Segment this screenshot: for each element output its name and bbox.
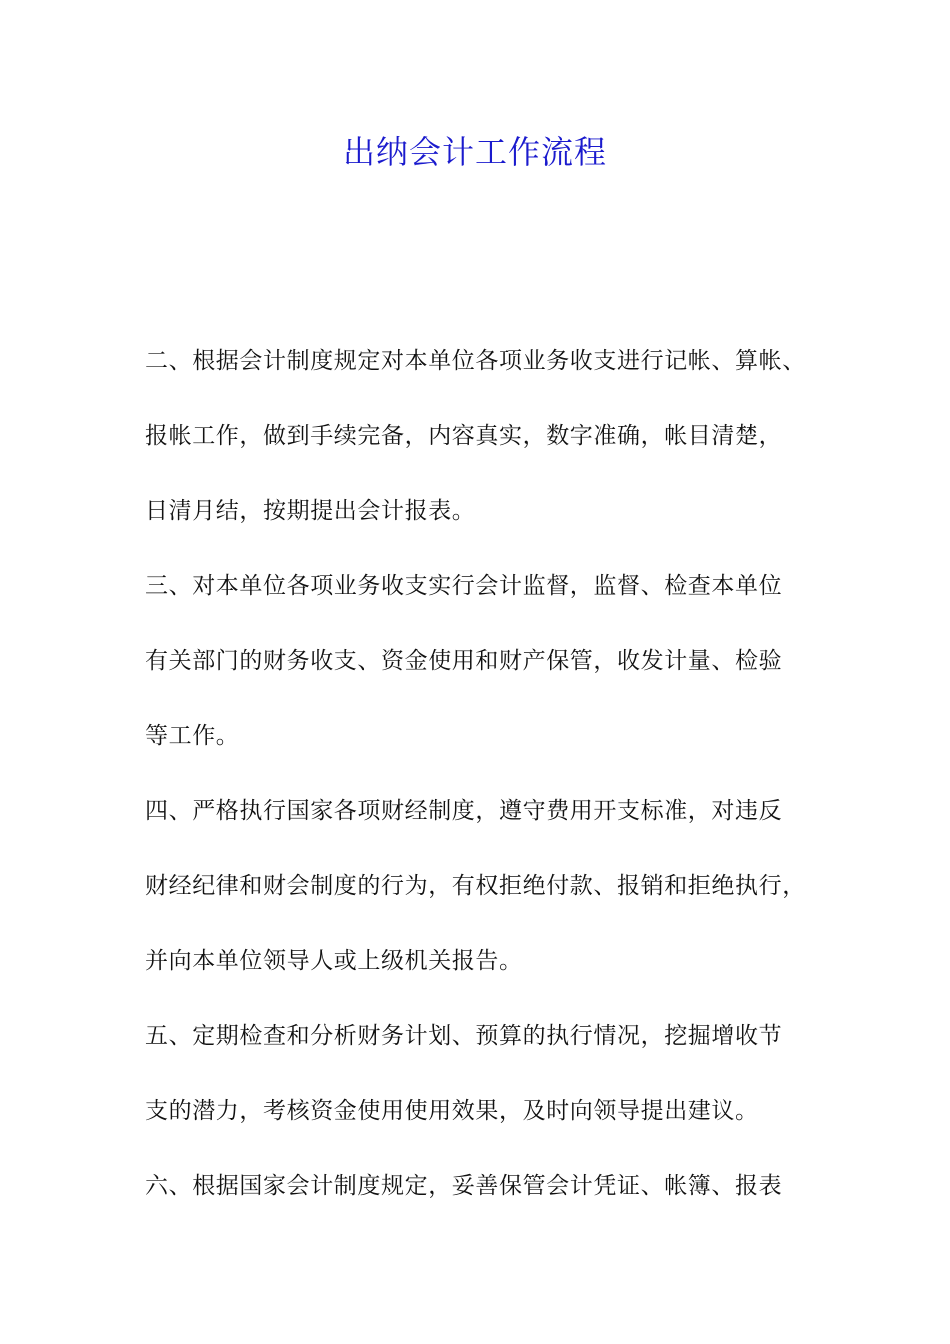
paragraph-line: 等工作。 <box>145 723 240 749</box>
paragraph-2 <box>145 336 835 561</box>
paragraph-3 <box>145 561 835 786</box>
paragraph-line: 并向本单位领导人或上级机关报告。 <box>145 948 523 974</box>
document-title: 出纳会计工作流程 <box>342 133 607 171</box>
paragraph-line: 日清月结，按期提出会计报表。 <box>145 498 476 524</box>
paragraph-line: 六、根据国家会计制度规定，妥善保管会计凭证、帐簿、报表 <box>145 1173 783 1199</box>
paragraph-line: 五、定期检查和分析财务计划、预算的执行情况，挖掘增收节 <box>145 1023 783 1049</box>
paragraph-line: 支的潜力，考核资金使用使用效果，及时向领导提出建议。 <box>145 1098 759 1124</box>
paragraph-6 <box>145 1161 835 1236</box>
paragraph-line: 有关部门的财务收支、资金使用和财产保管，收发计量、检验 <box>145 648 783 674</box>
paragraph-line: 财经纪律和财会制度的行为，有权拒绝付款、报销和拒绝执行， <box>145 873 806 899</box>
paragraph-line: 二、根据会计制度规定对本单位各项业务收支进行记帐、算帐、 <box>145 348 806 374</box>
paragraph-line: 四、严格执行国家各项财经制度，遵守费用开支标准，对违反 <box>145 798 783 824</box>
paragraph-line: 报帐工作，做到手续完备，内容真实，数字准确，帐目清楚， <box>145 423 783 449</box>
paragraph-line: 三、对本单位各项业务收支实行会计监督，监督、检查本单位 <box>145 573 783 599</box>
paragraph-5 <box>145 1011 835 1161</box>
paragraph-4 <box>145 786 835 1011</box>
document-body <box>145 336 835 1236</box>
